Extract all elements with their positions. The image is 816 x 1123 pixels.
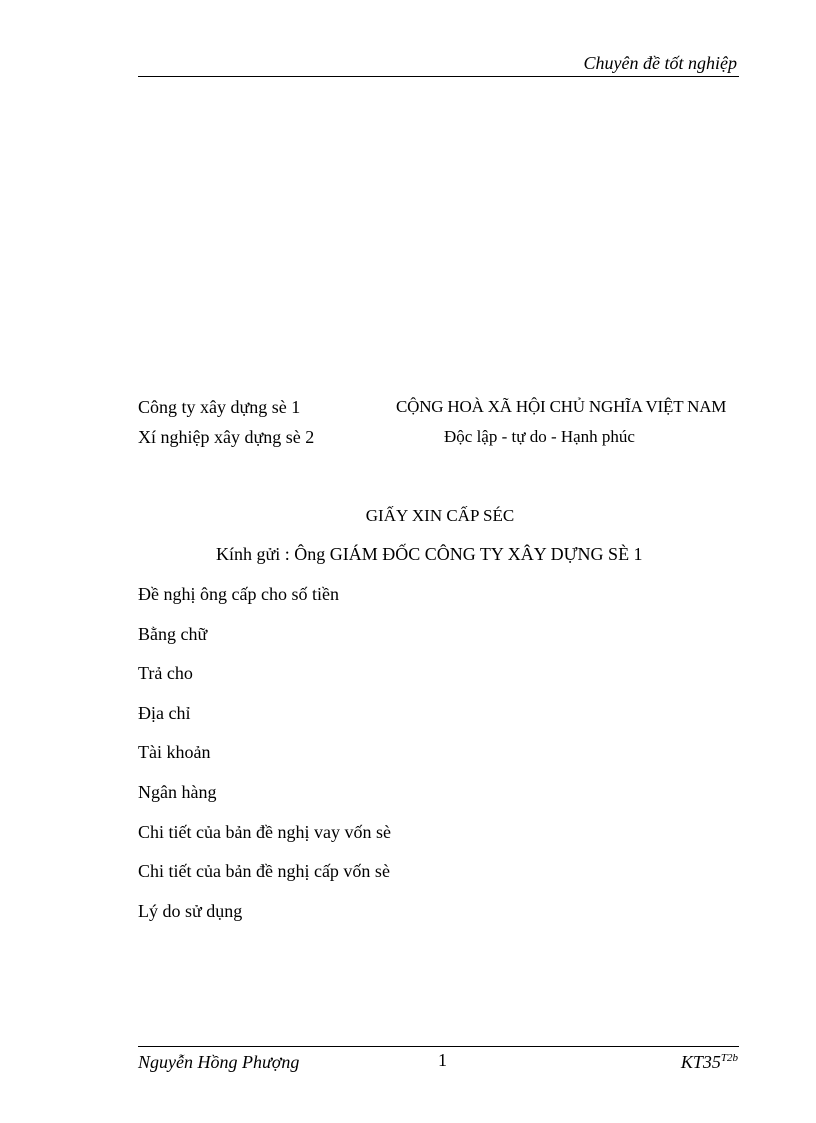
footer-divider (138, 1046, 739, 1047)
field-amount: Đề nghị ông cấp cho số tiền (138, 584, 339, 604)
field-purpose: Lý do sử dụng (138, 900, 243, 921)
request-fields-list (138, 583, 391, 939)
field-account: Tài khoản (138, 742, 211, 763)
field-amount-in-words: Bằng chữ (138, 623, 208, 644)
document-title: GIẤY XIN CẤP SÉC (365, 506, 515, 525)
header-divider (138, 76, 739, 77)
field-loan-request-detail: Chi tiết của bản đề nghị vay vốn sè (138, 821, 391, 842)
field-capital-request-detail: Chi tiết của bản đề nghị cấp vốn sè (138, 861, 390, 882)
national-motto: Độc lập - tự do - Hạnh phúc (444, 427, 635, 446)
class-code-superscript: T2b (720, 1052, 738, 1064)
recipient-line: Kính gửi : Ông GIÁM ĐỐC CÔNG TY XÂY DỰNG SÈ 1 (216, 544, 643, 564)
field-address: Địa chỉ (138, 702, 191, 723)
company-name: Công ty xây dựng sè 1 (138, 397, 301, 417)
footer-class-code (681, 1051, 738, 1073)
national-title: CỘNG HOÀ XÃ HỘI CHỦ NGHĨA VIỆT NAM (396, 397, 727, 416)
running-header-title: Chuyên đề tốt nghiệp (583, 53, 737, 73)
footer-author: Nguyễn Hồng Phượng (138, 1052, 300, 1072)
enterprise-name: Xí nghiệp xây dựng sè 2 (138, 427, 315, 447)
field-bank: Ngân hàng (138, 781, 217, 802)
page-number: 1 (438, 1050, 447, 1070)
class-code-text: KT35 (680, 1052, 721, 1072)
field-payee: Trả cho (138, 663, 193, 684)
